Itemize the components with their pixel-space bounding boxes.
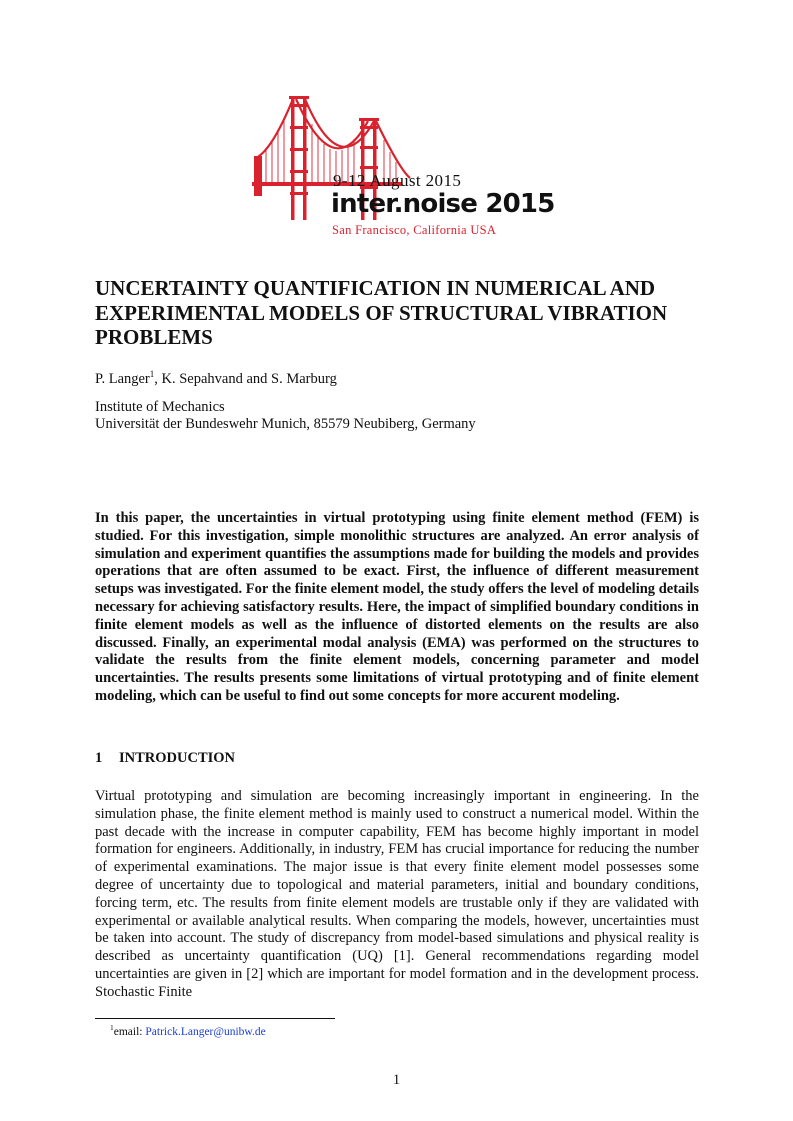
conference-location: San Francisco, California USA xyxy=(332,223,497,237)
affiliation xyxy=(95,399,476,433)
authors xyxy=(95,369,337,388)
footnote xyxy=(110,1023,266,1038)
author-first: P. Langer xyxy=(95,370,150,387)
affiliation-line-1: Institute of Mechanics xyxy=(95,399,225,415)
author-rest: , K. Sepahvand and S. Marburg xyxy=(154,370,337,387)
section-title: INTRODUCTION xyxy=(119,750,236,766)
paper-title: UNCERTAINTY QUANTIFICATION IN NUMERICAL AND EXPERIMENTAL MODELS OF STRUCTURAL VIBRATION PROBLEMS xyxy=(95,276,668,349)
section-heading xyxy=(95,750,235,767)
conference-name: inter.noise 2015 xyxy=(331,189,555,219)
conference-date: 9-12 August 2015 xyxy=(333,171,462,190)
footnote-divider xyxy=(95,1018,335,1019)
affiliation-line-2: Universität der Bundeswehr Munich, 85579 Neubiberg, Germany xyxy=(95,416,476,432)
footnote-label: email: xyxy=(113,1025,146,1038)
introduction-paragraph: Virtual prototyping and simulation are becoming increasingly important in engineering. In the simulation phase, the finite element method is mainly used to construct a numerical model. Within the past decade with the increase in computer capability, FEM has become highly important in model formation for engineers. Additionally, in industry, FEM has crucial importance for reducing the number of experimental examinations. The major issue is that every finite element model possesses some degree of uncertainty due to topological and material parameters, initial and boundary conditions, forcing term, etc. The results from finite element models are trustable only if they are validated with experimental or available analytical results. When comparing the models, however, uncertainties must be taken into account. The study of discrepancy from model-based simulations and physical reality is described as uncertainty quantification (UQ) [1]. General recommendations regarding model uncertainties are given in [2] which are important for model formation and in the development process. Stochastic Finite xyxy=(95,788,699,1000)
section-number: 1 xyxy=(95,750,103,766)
email-link[interactable]: Patrick.Langer@unibw.de xyxy=(145,1025,266,1038)
page-number: 1 xyxy=(392,1072,401,1088)
footnote-mark: 1 xyxy=(149,369,155,379)
footnote-number: 1 xyxy=(110,1023,114,1032)
abstract: In this paper, the uncertainties in virtual prototyping using finite element method (FEM) is studied. For this investigation, simple monolithic structures are analyzed. An error analysis of simulation and experiment quantifies the assumptions made for building the models and provides operations that are often assumed to be exact. First, the influence of different measurement setups was investigated. For the finite element model, the study offers the level of modeling details necessary for achieving satisfactory results. Here, the impact of simplified boundary conditions in finite element models as well as the influence of distorted elements on the results are also discussed. Finally, an experimental modal analysis (EMA) was performed on the structures to validate the results from the finite element models, concerning parameter and model uncertainties. The results presents some limitations of virtual prototyping and of finite element modeling, which can be useful to find out some concepts for more accurent modeling. xyxy=(95,510,699,704)
